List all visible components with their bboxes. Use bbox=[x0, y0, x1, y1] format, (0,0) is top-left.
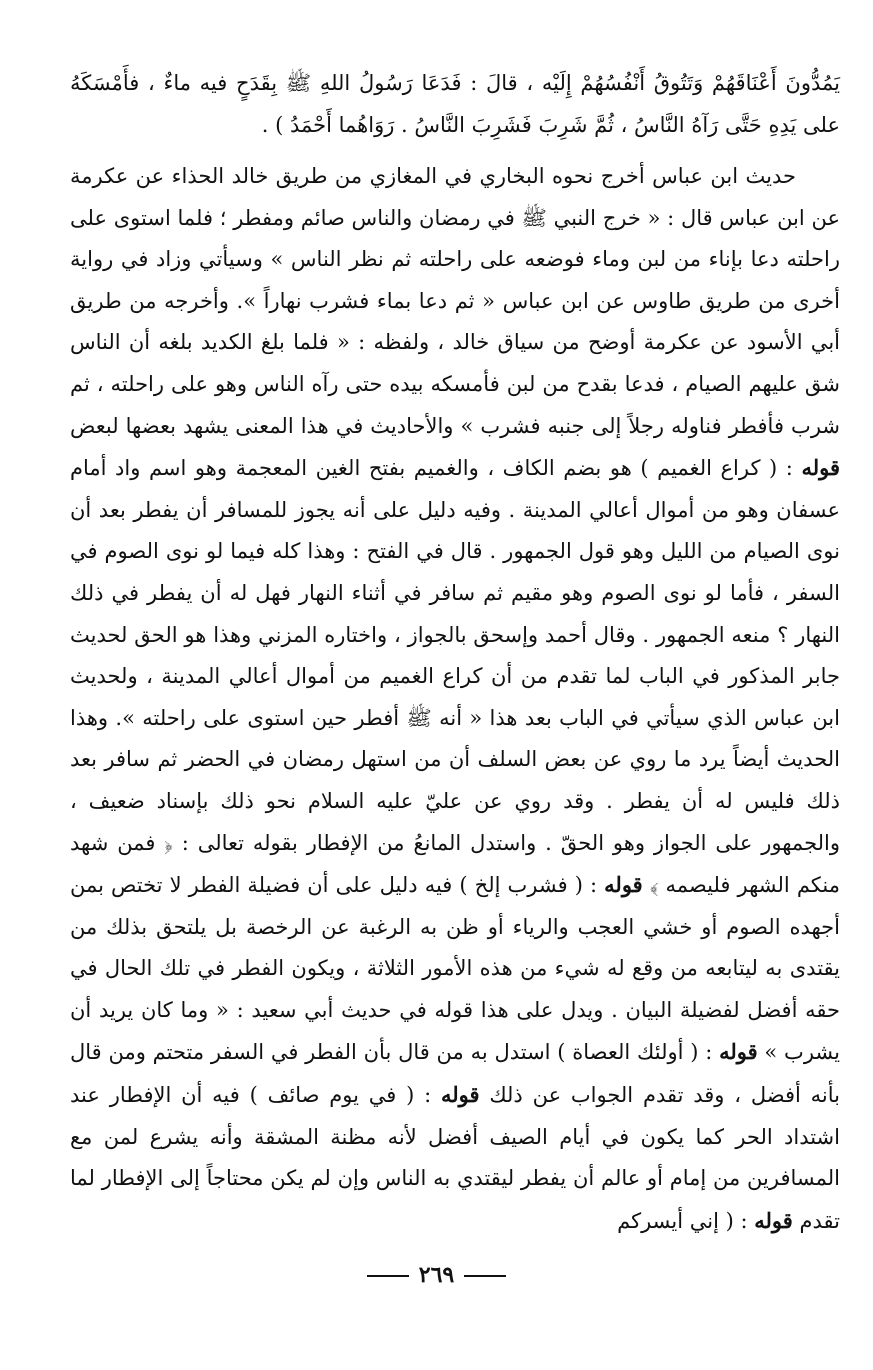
page-body bbox=[70, 62, 840, 1242]
page-number: ٢٦٩ bbox=[418, 1262, 455, 1288]
footer-dash-right bbox=[464, 1275, 506, 1277]
commentary-segment-4: : ( أولئك العصاة ) استدل به من قال بأن الفطر في السفر متحتم ومن قال بأنه أفضل ، وقد تقدم الجواب عن ذلك bbox=[70, 1040, 840, 1108]
hadith-text: يَمُدُّونَ أَعْنَاقَهُمْ وَتَتُوقُ أَنْفُسُهُمْ إِلَيْه ، قالَ : فَدَعَا رَسُولُ اللهِ ﷺ بِقَدَحٍ فيه ماءٌ ، فأَمْسَكَهُ على يَدِهِ حَتَّى رَآهُ النَّاسُ ، ثُمَّ شَرِبَ فَشَرِبَ النَّاسُ . رَوَاهُما أَحْمَدُ ) . bbox=[70, 71, 840, 137]
footer-dash-left bbox=[367, 1275, 409, 1277]
commentary-segment-2: : ( كراع الغميم ) هو بضم الكاف ، والغميم بفتح الغين المعجمة وهو اسم واد أمام عسفان وهو من أموال أعالي المدينة . وفيه دليل على أنه يجوز للمسافر أن يفطر بعد أن نوى الصيام من الليل وهو قول الجمهور . قال في الفتح : وهذا كله فيما لو نوى الصوم في السفر ، فأما لو نوى الصوم وهو مقيم ثم سافر في أثناء النهار فهل له أن يفطر في ذلك النهار ؟ منعه الجمهور . وقال أحمد وإسحق بالجواز ، واختاره المزني وهذا هو الحق لحديث جابر المذكور في الباب لما تقدم من أن كراع الغميم من أموال أعالي المدينة ، ولحديث ابن عباس الذي سيأتي في الباب بعد هذا « أنه ﷺ أفطر حين استوى على راحلته ». وهذا الحديث أيضاً يرد ما روي عن بعض السلف أن من استهل رمضان في الحضر ثم سافر بعد ذلك فليس له أن يفطر . وقد روي عن عليّ عليه السلام نحو ذلك بإسناد ضعيف ، والجمهور على الجواز وهو الحقّ . واستدل المانعُ من الإفطار بقوله تعالى : ﴿ فمن شهد منكم الشهر فليصمه ﴾ bbox=[70, 456, 840, 898]
commentary-segment-5: : ( في يوم صائف ) فيه أن الإفطار عند اشتداد الحر كما يكون في أيام الصيف أفضل لأنه مظنة المشقة وأنه يشرع لمن مع المسافرين من إمام أو عالم أن يفطر ليقتدي به الناس وإن لم يكن محتاجاً إلى الإفطار لما تقدم bbox=[70, 1083, 840, 1233]
page-footer bbox=[0, 1262, 873, 1288]
keyword-qawluhu: قوله bbox=[754, 1207, 793, 1233]
commentary-segment-1: حديث ابن عباس أخرج نحوه البخاري في المغازي من طريق خالد الحذاء عن عكرمة عن ابن عباس قال : « خرج النبي ﷺ في رمضان والناس صائم ومفطر ؛ فلما استوى على راحلته دعا بإناء من لبن وماء فوضعه على راحلته ثم نظر الناس » وسيأتي وزاد في رواية أخرى من طريق طاوس عن ابن عباس « ثم دعا بماء فشرب نهاراً ». وأخرجه من طريق أبي الأسود عن عكرمة أوضح من سياق خالد ، ولفظه : « فلما بلغ الكديد بلغه أن الناس شق عليهم الصيام ، فدعا بقدح من لبن فأمسكه بيده حتى رآه الناس وهو على راحلته ، ثم شرب فأفطر فناوله رجلاً إلى جنبه فشرب » والأحاديث في هذا المعنى يشهد بعضها لبعض bbox=[70, 164, 840, 438]
keyword-qawluhu: قوله bbox=[719, 1039, 758, 1065]
keyword-qawluhu: قوله bbox=[801, 455, 840, 481]
commentary-segment-6: : ( إني أيسركم bbox=[617, 1208, 748, 1233]
commentary-text bbox=[70, 156, 840, 1242]
keyword-qawluhu: قوله bbox=[604, 872, 643, 898]
keyword-qawluhu: قوله bbox=[440, 1082, 480, 1108]
commentary-segment-3: : ( فشرب إلخ ) فيه دليل على أن فضيلة الفطر لا تختص بمن أجهده الصوم أو خشي العجب والرياء أو ظن به الرغبة عن الرخصة بل يلتحق بذلك من يقتدى به ليتابعه من وقع له شيء من هذه الأمور الثلاثة ، ويكون الفطر في تلك الحال في حقه أفضل لفضيلة البيان . ويدل على هذا قوله في حديث أبي سعيد : « وما كان يريد أن يشرب » bbox=[70, 873, 840, 1065]
